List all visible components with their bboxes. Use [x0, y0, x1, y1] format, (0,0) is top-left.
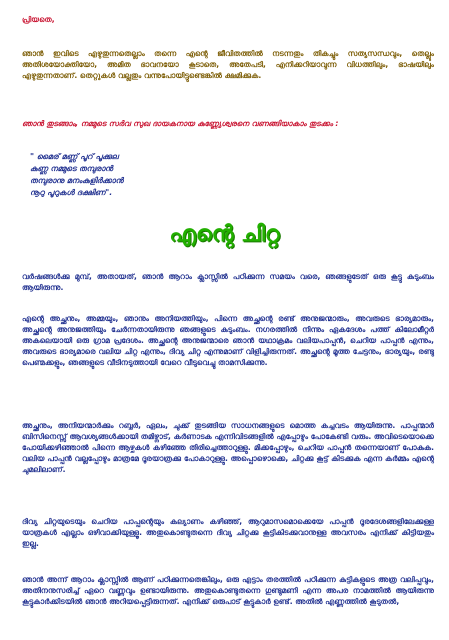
prayer-intro-line: ഞാൻ തുടങ്ങാം, നമ്മുടെ സർവ സുഖ ദായകനായ കുണ്ണ്യേശ്വരനെ വണങ്ങിയാകാം തുടക്കം : — [22, 119, 339, 128]
story-paragraph-5: ഞാൻ അന്ന് ആറാം ക്ലാസ്സിൽ ആണ് പഠിക്കുന്നതെങ്കിലും, ഒരു എട്ടാം തരത്തിൽ പഠിക്കുന്ന കുട്ടികളുടെ അത്ര വലിപ്പവും, അതിനനുസരിച്ച് ഏറെ വണ്ണവും ഉണ്ടായിരുന്നു. അതുകൊണ്ടുതന്നെ ഗുണ്ടുമണി എന്ന അപര നാമത്തിൽ ആയിരുന്നു കൂട്ടുകാർക്കിടയിൽ ഞാൻ അറിയപ്പെട്ടിരുന്നത്. എനിക്ക് ഒരുപാട് കൂട്ടുകാർ ഉണ്ട്. അതിൽ എണ്ണത്തിൽ കൂടുതൽ, — [22, 575, 434, 606]
story-title: എന്റെ ചിറ്റ — [169, 222, 280, 247]
greeting-line: പ്രിയതെ, — [22, 15, 55, 24]
poem-line: നൂറു പൂറുകൾ ദക്ഷിണ". — [30, 188, 113, 197]
story-paragraph-2: എന്റെ അച്ഛനും, അമ്മയും, ഞാനും അനിയത്തിയും, പിന്നെ അച്ഛന്റെ രണ്ട് അനുജന്മാരും, അവരുടെ ഭാര്യമാരും, അച്ഛന്റെ അനുജത്തിയും ചേർന്നതായിരുന്നു ഞങ്ങളുടെ കുടുംബം. നഗരത്തിൽ നിന്നും ഏകദേശം പത്ത് കിലോമീറ്റർ അകലെയായി ഒരു ഗ്രാമ പ്രദേശം. അച്ഛന്റെ അനുജന്മാരെ ഞാൻ യഥാക്രമം വലിയപാപ്പൻ, ചെറിയ പാപ്പൻ എന്നും, അവരുടെ ഭാര്യമാരെ വലിയ ചിറ്റ എന്നും, ദിവ്യ ചിറ്റ എന്നുമാണ് വിളിച്ചിരുന്നത്. അച്ഛന്റെ മൂത്ത ചേട്ടനും, ഭാര്യയും, രണ്ടു പെണ്മക്കളും, ഞങ്ങളുടെ വീടിനടുത്തായി വേറെ വീടുവെച്ചു താമസിക്കുന്നു. — [22, 314, 434, 367]
invocation-poem — [30, 151, 330, 199]
poem-line: കുണ്ണ നമ്മുടെ തമ്പുരാൻ — [30, 164, 113, 173]
intro-paragraph: ഞാൻ ഇവിടെ എഴുതുന്നതെല്ലാം തന്നെ എന്റെ ജീവിതത്തിൽ നടന്നതും തികച്ചും സത്യസന്ധവും, തെല്ലും അതിശയോക്തിയോ, അമിത ഭാവനയോ കൂടാതെ, അതേപടി, എനിക്കറിയാവുന്ന വിധത്തിലും, ഭാഷയിലും എഴുതുന്നതാണ്. തെറ്റുകൾ വല്ലതും വന്നുപോയിട്ടുണ്ടെങ്കിൽ ക്ഷമിക്കുക. — [22, 49, 434, 80]
poem-line: തമ്പുരാനു മനംകുളിർക്കാൻ — [30, 176, 124, 185]
story-paragraph-3: അച്ഛനും, അനിയന്മാർക്കും റബ്ബർ, ഏലം, ചുക്ക് തുടങ്ങിയ സാധനങ്ങളുടെ മൊത്ത കച്ചവടം ആയിരുന്നു. പാപ്പന്മാർ ബിസിനെസ്സ് ആവശ്യങ്ങൾക്കായി തമിഴ്നാട്, കർണാടക എന്നിവിടങ്ങളിൽ എപ്പോഴും പോകേണ്ടി വരും. അവിടെയൊക്കെ പോയിക്കഴിഞ്ഞാൽ പിന്നെ ആഴ്ചകൾ കഴിഞ്ഞേ തിരിച്ചെത്താറുള്ളു. മിക്കപ്പോഴും, ചെറിയ പാപ്പൻ തന്നെയാണ് പോകുക. വലിയ പാപ്പൻ വല്ലപ്പോഴും മാത്രമേ ദൂരയാത്രക്കു പോകാറുള്ളു. അപ്പൊഴൊക്കെ, ചിറ്റക്കു കൂട്ട് കിടക്കുക എന്ന കർമ്മം എന്റെ ചുമലിലാണ്. — [22, 421, 434, 474]
poem-line: " മൈര് മണ്ണ് പൂറ് പൂക്കുല — [30, 152, 119, 161]
story-paragraph-1: വർഷങ്ങൾക്കു മുമ്പ്, അതായത്, ഞാൻ ആറാം ക്ലാസ്സിൽ പഠിക്കുന്ന സമയം വരെ, ഞങ്ങളുടേത് ഒരു കൂട്ടു കുടുംബം ആയിരുന്നു. — [22, 272, 434, 292]
story-paragraph-4: ദിവ്യ ചിറ്റയുടെയും ചെറിയ പാപ്പന്റെയും കല്യാണം കഴിഞ്ഞ്, ആറുമാസമൊക്കെയേ പാപ്പൻ ദൂരദേശങ്ങളിലേക്കുള്ള യാത്രകൾ എല്ലാം ഒഴിവാക്കിയുള്ളൂ. അതുകൊണ്ടുതന്നെ ദിവ്യ ചിറ്റക്കു കൂട്ടികിടക്കുവാനുള്ള അവസരം എനിക്ക് കിട്ടിയതും ഇല്ല. — [22, 517, 434, 548]
